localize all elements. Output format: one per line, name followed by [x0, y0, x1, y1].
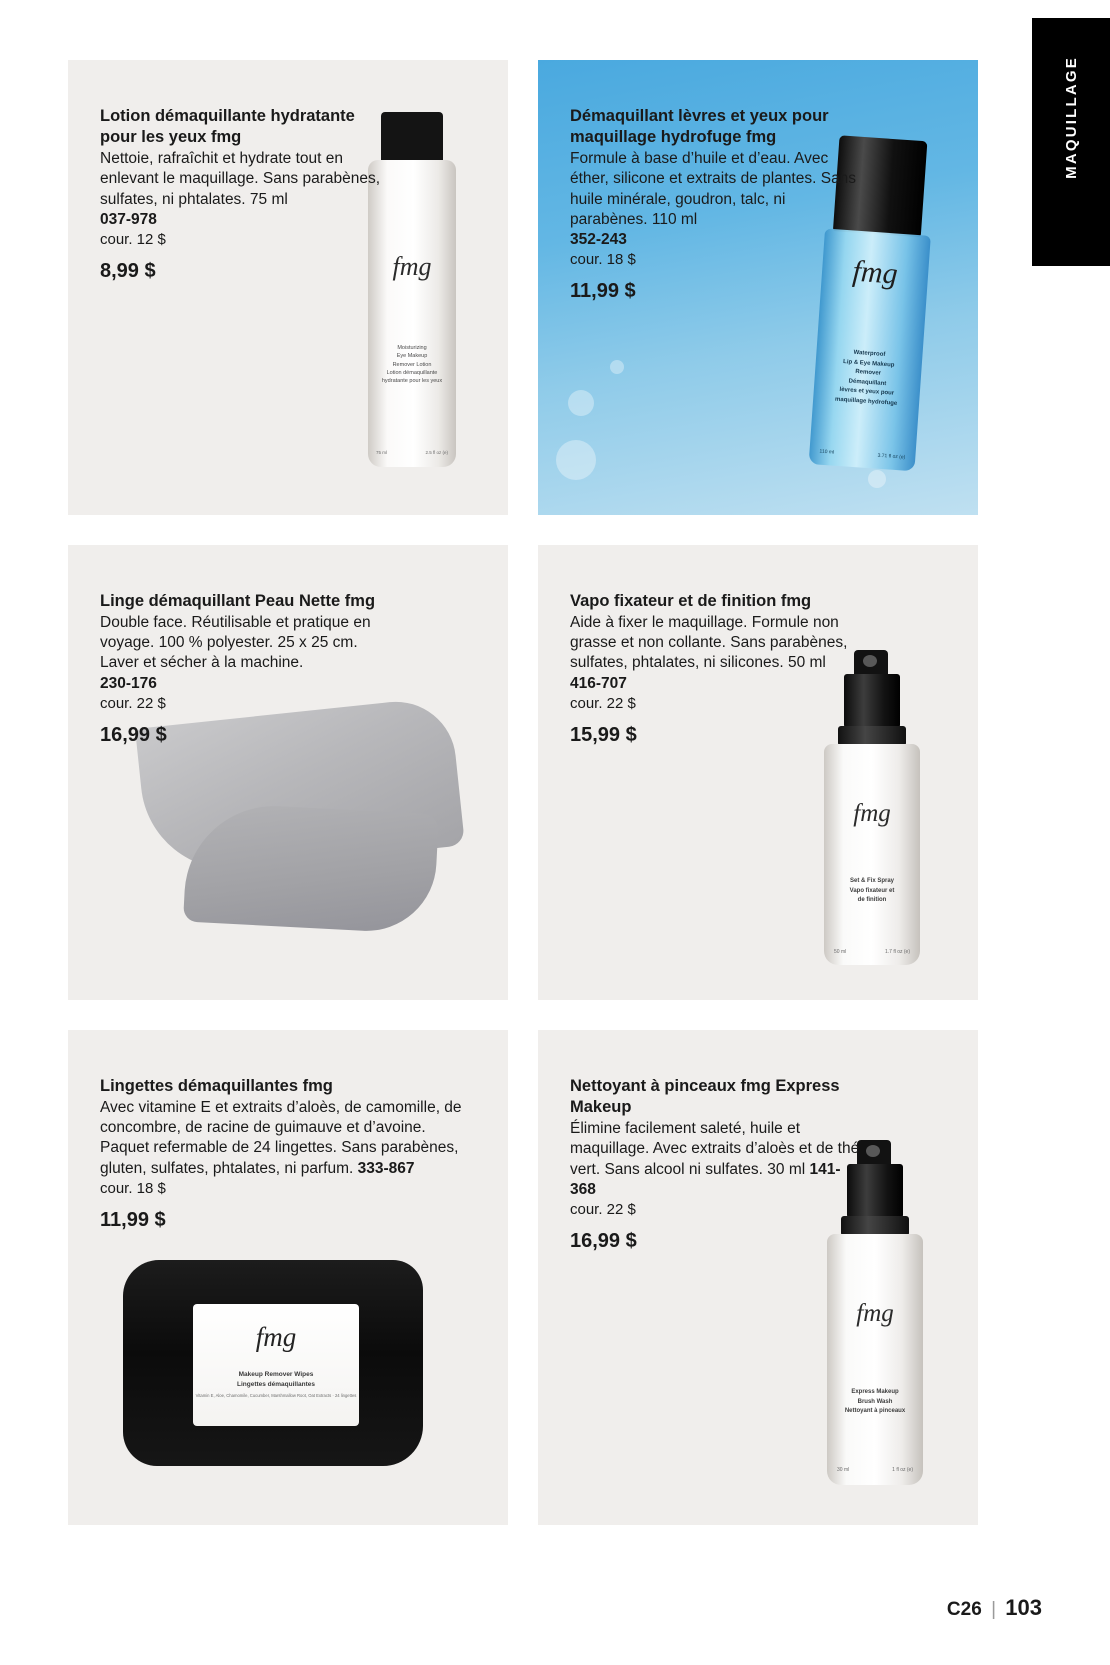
wipes-label-line1: Makeup Remover Wipes: [238, 1371, 314, 1378]
bottle-volume-ml: 110 ml: [819, 448, 835, 456]
footer-page-number: 103: [1005, 1595, 1042, 1620]
section-tab-maquillage: [1032, 18, 1110, 266]
product-regular-price: cour. 12 $: [100, 230, 166, 248]
product-card-demaquillant-hydrofuge[interactable]: [538, 60, 978, 515]
bottle-label-line1: Moisturizing: [397, 345, 427, 351]
product-title: Démaquillant lèvres et yeux pour maquillage hydrofuge fmg: [570, 107, 829, 147]
brand-logo-fmg: fmg: [853, 800, 891, 827]
product-card-lotion-demaquillante[interactable]: [68, 60, 508, 515]
product-card-lingettes-demaquillantes[interactable]: [68, 1030, 508, 1525]
product-code: 141-368: [570, 1160, 841, 1198]
product-description: Nettoie, rafraîchit et hydrate tout en enlevant le maquillage. Sans parabènes, sulfates, ni phtalates. 75 ml: [100, 150, 381, 208]
product-image-makeup-wipes: [123, 1252, 423, 1477]
bottle-label-line1: Set & Fix Spray: [849, 878, 894, 884]
product-title: Lotion démaquillante hydratante pour les yeux fmg: [100, 107, 355, 147]
product-regular-price: cour. 22 $: [570, 1200, 636, 1218]
bottle-label-line6: maquillage hydrofuge: [834, 396, 898, 407]
product-title: Vapo fixateur et de finition fmg: [570, 592, 812, 610]
product-row: [68, 1030, 978, 1525]
spray-button: [866, 1145, 880, 1157]
bottle-volume-ml: 50 ml: [834, 949, 847, 955]
bottle-label-line2: Vapo fixateur et: [849, 887, 895, 894]
product-title: Linge démaquillant Peau Nette fmg: [100, 592, 376, 610]
bottle-label-line2: Lip & Eye Makeup: [842, 358, 895, 369]
bottle-label-line5: hydratante pour les yeux: [381, 378, 443, 384]
bottle-body: [824, 744, 920, 965]
bottle-volume-row: [824, 949, 920, 955]
water-bubble: [568, 390, 594, 416]
bottle-volume-oz: 3.71 fl oz (e): [877, 452, 906, 461]
wipes-fine-print: Vitamin E, Aloe, Chamomile, Cucumber, Marshmallow Root, Oat Extracts · 24 lingettes: [195, 1393, 357, 1398]
product-sale-price: 11,99 $: [100, 1208, 166, 1231]
product-description: [100, 1098, 470, 1179]
spray-button: [863, 655, 877, 667]
water-bubble: [868, 470, 886, 488]
bottle-label-line3: Nettoyant à pinceaux: [844, 1408, 906, 1415]
bottle-label-line3: de finition: [857, 897, 887, 904]
footer-section-code: C26: [946, 1599, 982, 1620]
product-code: 352-243: [570, 230, 627, 248]
bottle-volume-oz: 1 fl oz (e): [892, 1467, 913, 1473]
product-grid: [68, 60, 978, 1555]
product-code: 333-867: [357, 1159, 415, 1177]
bottle-cap: [381, 112, 443, 164]
brand-logo-fmg: fmg: [255, 1322, 297, 1352]
product-text-block: [100, 1076, 470, 1232]
product-regular-price: cour. 22 $: [100, 694, 166, 712]
product-description-text: Élimine facilement saleté, huile et maquillage. Avec extraits d’aloès et de thé vert. Sans alcool ni sulfates. 30 ml: [570, 1120, 860, 1178]
brand-logo-fmg: fmg: [856, 1300, 894, 1327]
product-description: Double face. Réutilisable et pratique en voyage. 100 % polyester. 25 x 25 cm. Laver et sécher à la machine.: [100, 614, 371, 672]
bottle-label-text: [368, 344, 456, 385]
product-title: Nettoyant à pinceaux fmg Express Makeup: [570, 1077, 840, 1117]
bottle-label-text: [824, 877, 920, 906]
footer-separator: |: [991, 1599, 996, 1620]
product-title: Lingettes démaquillantes fmg: [100, 1077, 333, 1095]
product-description: Formule à base d’huile et d’eau. Avec éther, silicone et extraits de plantes. Sans huile minérale, goudron, talc, ni parabènes. 110 ml: [570, 150, 857, 228]
product-card-vapo-fixateur[interactable]: [538, 545, 978, 1000]
product-sale-price: 11,99 $: [570, 280, 636, 303]
bottle-label-line3: Remover Lotion: [392, 361, 432, 368]
product-text-block: [100, 106, 390, 283]
product-text-block: [570, 591, 860, 747]
bottle-label-text: [813, 346, 923, 411]
product-text-block: [570, 1076, 860, 1253]
product-sale-price: 16,99 $: [570, 1230, 637, 1253]
product-code: 416-707: [570, 674, 627, 692]
product-sale-price: 15,99 $: [570, 723, 637, 746]
bottle-volume-oz: 1.7 fl oz (e): [884, 949, 910, 955]
bottle-label-line2: Brush Wash: [857, 1398, 893, 1405]
product-text-block: [570, 106, 860, 303]
product-description: Aide à fixer le maquillage. Formule non grasse et non collante. Sans parabènes, sulfates, phtalates, ni silicones. 50 ml: [570, 614, 848, 672]
product-regular-price: cour. 22 $: [570, 694, 636, 712]
bottle-volume-row: [368, 450, 456, 455]
page-footer: [947, 1595, 1042, 1621]
bottle-volume-row: [827, 1467, 923, 1473]
bottle-label-line1: Express Makeup: [851, 1389, 899, 1395]
bottle-volume-oz: 2.5 fl oz (e): [425, 450, 448, 455]
bottle-label-line1: Waterproof: [853, 349, 886, 358]
product-row: [68, 545, 978, 1000]
product-sale-price: 16,99 $: [100, 723, 167, 746]
product-code: 230-176: [100, 674, 157, 692]
bottle-body: [827, 1234, 923, 1485]
bottle-volume-ml: 75 ml: [376, 450, 388, 455]
product-text-block: [100, 591, 390, 747]
product-code: 037-978: [100, 210, 157, 228]
bottle-label-line4: Démaquillant: [848, 378, 887, 387]
bottle-label-line3: Remover: [855, 369, 882, 377]
product-sale-price: 8,99 $: [100, 260, 156, 283]
bottle-label-line5: lèvres et yeux pour: [839, 387, 895, 398]
bottle-label-text: [827, 1388, 923, 1417]
product-card-nettoyant-pinceaux[interactable]: [538, 1030, 978, 1525]
brand-logo-fmg: fmg: [851, 254, 899, 291]
product-description-text: Avec vitamine E et extraits d’aloès, de camomille, de concombre, de racine de guimauve et d’avoine. Paquet refermable de 24 lingettes. Sans parabènes, gluten, sulfates, phtalates, ni parfum.: [100, 1099, 462, 1177]
brand-logo-fmg: fmg: [392, 252, 432, 281]
wipes-label-line2: Lingettes démaquillantes: [236, 1381, 316, 1389]
section-tab-label: MAQUILLAGE: [1062, 56, 1080, 179]
wipes-label-text: [193, 1370, 359, 1391]
product-card-linge-demaquillant[interactable]: [68, 545, 508, 1000]
product-row: [68, 60, 978, 515]
bottle-volume-ml: 30 ml: [837, 1467, 850, 1473]
product-regular-price: cour. 18 $: [100, 1179, 166, 1197]
product-description: [570, 1119, 860, 1200]
product-regular-price: cour. 18 $: [570, 250, 636, 268]
water-bubble: [556, 440, 596, 480]
bottle-label-line2: Eye Makeup: [396, 353, 428, 360]
bottle-label-line4: Lotion démaquillante: [386, 369, 438, 376]
water-bubble: [610, 360, 624, 374]
